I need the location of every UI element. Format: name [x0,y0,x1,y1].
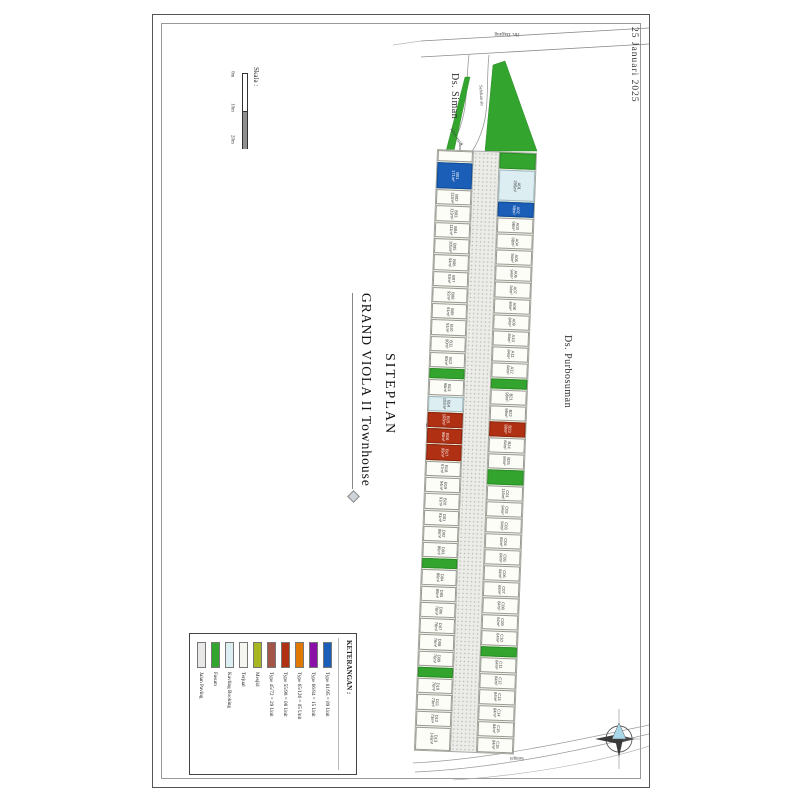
unit-label: C08 84m² [496,601,506,611]
unit-cell-B19 [425,477,461,494]
unit-cell-B21 [490,389,527,405]
unit-cell-B08 [432,287,468,304]
unit-cell-A05 [496,250,533,266]
unit-label: B24 84m² [502,440,512,450]
unit-label: A02 98m² [511,205,521,215]
unit-label: B18 97m² [439,464,449,474]
unit-cell-A04 [496,234,533,250]
unit-label: A04 98m² [510,237,520,247]
legend-swatch-fasum [211,642,220,668]
unit-cell-B03 [435,206,471,223]
unit-cell-B01 [437,162,473,189]
unit-cell-A03 [497,218,534,234]
unit-label: C06 84m² [497,568,507,579]
unit-label: D08 76m² [432,637,442,648]
unit-label: B17 95m² [439,447,449,458]
unit-cell-D09 [418,650,454,667]
unit-cell-D05 [421,585,457,602]
legend-label-fasum: Fasum [212,672,218,686]
unit-label: B22 98m² [503,408,513,418]
unit-label: B23 98m² [503,424,513,434]
legend-swatch-mesjid [253,642,262,668]
unit-label: D01 91m² [437,512,447,523]
unit-cell-C10 [481,630,518,646]
scale-tick-20: 20m [229,135,236,144]
unit-label: C14 84m² [492,708,502,718]
unit-label: D11 73m² [430,697,440,707]
page-subtitle: GRAND VIOLA II Townhouse [359,293,374,487]
unit-label: B09 91m² [445,306,455,317]
legend-entry-type-66-84 [306,642,320,770]
scale-widget [225,61,265,153]
unit-label: A09 84m² [507,317,517,327]
legend-entry-type-55-98 [278,642,292,770]
legend-label-kavling-booking: Kavling Booking [226,672,232,708]
area-label-ds-siman-top: Ds. Siman [449,73,460,120]
unit-cell-B22 [490,405,527,421]
unit-label: D04 80m² [434,572,444,583]
unit-cell-B02 [436,189,472,206]
unit-label: C11 84m² [494,660,504,670]
legend-swatch-type-65-126 [295,642,304,668]
unit-cell-C04 [485,533,522,549]
unit-cell-D03 [422,542,458,559]
unit-cell-C07 [483,582,520,598]
unit-label: B16 98m² [440,431,450,441]
unit-cell-B13 [429,379,465,396]
scale-tick-10: 10m [229,103,236,112]
unit-cell-D11 [417,694,453,711]
unit-label: B05 105m² [447,240,457,253]
unit-label: B15 103m² [440,414,450,426]
unit-label: C12 84m² [493,676,503,686]
unit-cell-B18 [425,461,461,478]
unit-label: B14 102m² [441,397,451,410]
legend-swatch-type-81-95 [323,642,332,668]
unit-cell-C14 [478,705,515,721]
page-title: SITEPLAN [382,353,397,436]
unit-label: A06 94m² [509,269,519,279]
unit-label: C10 64m² [495,633,505,643]
unit-cell-B25 [488,453,525,469]
unit-cell-A06 [495,266,532,282]
unit-cell-C05 [484,549,521,565]
unit-label: A03 98m² [510,221,520,231]
unit-cell-C16 [477,737,514,753]
legend-label-type-65-126: Type 65/126 = 05 Unit [296,672,302,720]
unit-cell-B11 [430,336,466,353]
unit-cell-B07 [433,271,469,288]
unit-cell-B10 [431,319,467,336]
unit-cell-B20 [424,493,460,510]
unit-label: C01 116m² [500,487,510,500]
legend-entry-type-81-95 [320,642,334,770]
unit-cell-C02 [486,501,523,517]
fasum-wedge [485,61,537,151]
unit-label: A05 94m² [509,253,519,263]
river-label-sungai: Sungai [509,755,524,762]
north-arrow-icon [595,709,641,769]
unit-label: C13 84m² [492,692,502,702]
unit-cell-C01 [487,485,524,501]
scale-tick-0: 0m [229,71,236,78]
unit-label: B19 94m² [438,480,448,490]
unit-label: B03 113m² [448,208,458,220]
unit-label: C02 94m² [500,504,510,515]
unit-cell-A10 [493,330,530,346]
unit-label: C16 84m² [490,740,501,750]
drawing-sheet [152,14,650,788]
unit-cell-C09 [482,614,519,630]
unit-cell-D08 [419,634,455,651]
unit-label: B13 98m² [442,382,452,393]
unit-label: D07 78m² [432,621,443,631]
unit-label: C04 84m² [498,536,508,547]
unit-label: D10 76m² [430,681,440,691]
unit-label: C09 64m² [495,617,505,627]
fasum-block [422,558,457,569]
legend-label-jalan-paving: Jalan Paving [198,672,204,699]
unit-label: B08 92m² [445,290,455,300]
unit-label: D06 78m² [433,605,443,615]
unit-cell-C13 [479,689,516,705]
legend-swatch-type-55-98 [281,642,290,668]
unit-cell-B09 [432,303,468,320]
unit-cell-D10 [417,678,453,695]
drain-label-selokan-air: Selokan air [477,85,485,107]
unit-label: D09 76m² [431,654,441,664]
legend-box [189,633,357,775]
unit-label: B06 94m² [446,257,457,268]
unit-label: B02 113m² [449,191,459,204]
unit-cell-D12 [416,710,452,727]
unit-cell-B15 [427,412,463,429]
legend-entry-mesjid [250,642,264,770]
unit-label: A07 94m² [508,285,518,295]
unit-cell-C03 [485,517,522,533]
unit-label: B01 171m² [450,170,460,182]
legend-swatch-jalan-paving [197,642,206,668]
fasum-block [491,378,527,389]
road-label-jalan-aspal: Jalan aspal [448,127,464,147]
unit-label: B20 91m² [437,496,447,507]
unit-cell-C06 [484,566,521,582]
legend-label-type-55-98: Type 55/98 = 08 Unit [282,672,288,717]
unit-cell-A12 [491,362,528,378]
scale-bar [242,73,248,149]
unit-cell-B24 [488,437,525,453]
legend-swatch-kavling-booking [225,642,234,668]
legend-entry-fasum [208,642,222,770]
unit-label: D05 80m² [434,588,444,599]
fasum-block [429,368,464,379]
legend-label-terjual: Terjual [240,672,246,687]
unit-label: B12 90m² [443,355,453,365]
legend-divider [338,638,339,770]
legend-label-type-45-72: Type 45/72 = 29 Unit [268,672,274,717]
legend-entry-type-45-72 [264,642,278,770]
unit-cell-B05 [434,238,470,255]
unit-cell-B14 [428,395,464,412]
unit-label: C15 84m² [491,724,501,734]
legend-entry-terjual [236,642,250,770]
legend-entry-kavling-booking [222,642,236,770]
unit-cell [438,150,473,163]
road-label-jln-dagang: Jln. Dagang [494,31,520,38]
legend-entries [194,642,334,770]
unit-cell-B12 [430,352,466,369]
unit-cell-A11 [492,346,529,362]
unit-label: B21 98m² [504,392,514,402]
unit-label: B25 84m² [501,456,511,467]
legend-title: KETERANGAN : [345,640,353,695]
unit-cell-C15 [478,721,515,737]
unit-cell-C12 [479,673,516,689]
fasum-block [499,152,536,170]
unit-cell-A08 [494,298,531,314]
legend-swatch-terjual [239,642,248,668]
unit-cell-C08 [482,598,519,614]
unit-label: A10 84m² [506,333,516,343]
unit-cell-D07 [419,618,455,635]
unit-label: B11 90m² [443,339,453,349]
unit-cell-A02 [497,202,534,218]
unit-label: C03 94m² [499,520,509,531]
date-label: 25 Januari 2025 [629,27,639,103]
unit-label: C07 84m² [496,585,507,595]
unit-label: C05 84m² [498,552,508,563]
fasum-block [487,469,524,485]
unit-cell-D13 [415,727,451,752]
unit-cell-D01 [424,509,460,526]
fasum-block [418,667,453,678]
unit-label: A01 295m² [512,180,522,192]
unit-label: A12 84m² [505,365,515,375]
legend-swatch-type-66-84 [309,642,318,668]
unit-cell-B16 [427,428,463,445]
unit-label: B07 93m² [446,274,456,284]
legend-label-mesjid: Mesjid [254,672,260,687]
unit-label: D03 86m² [435,545,445,555]
unit-label: B04 111m² [448,224,458,236]
unit-cell-C11 [480,657,517,673]
unit-cell-D04 [421,569,457,586]
unit-label: D13 143m² [428,732,438,745]
scale-label: Skala : [252,67,260,87]
unit-cell-D06 [420,602,456,619]
unit-cell-A07 [494,282,531,298]
legend-swatch-type-45-72 [267,642,276,668]
unit-label: B10 91m² [444,322,454,333]
legend-entry-jalan-paving [194,642,208,770]
unit-cell-A09 [493,314,530,330]
title-underline [352,293,353,489]
legend-label-type-81-95: Type 81/95 = 09 Unit [324,672,330,717]
unit-cell-D02 [423,526,459,543]
legend-entry-type-65-126 [292,642,306,770]
unit-cell-B06 [433,254,469,271]
unit-label: D12 73m² [429,713,439,724]
unit-cell-B17 [426,444,462,461]
fasum-block [481,646,517,657]
legend-label-type-66-84: Type 66/84 = 15 Unit [310,672,316,717]
area-label-ds-purbosuman: Ds. Purbosuman [562,335,573,409]
unit-cell-B23 [489,421,526,437]
unit-label: D02 86m² [436,529,446,539]
unit-label: A08 84m² [507,301,517,311]
unit-label: A11 84m² [505,349,516,359]
unit-cell-A01 [498,170,535,202]
unit-cell-B04 [435,222,471,239]
